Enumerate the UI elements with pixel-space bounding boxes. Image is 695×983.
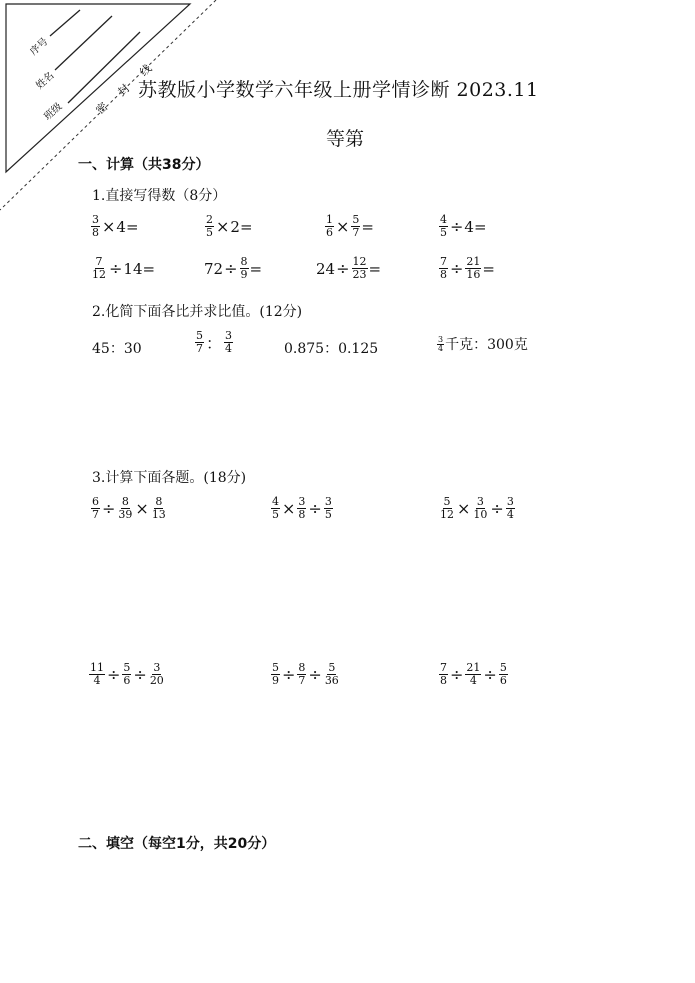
fraction-denominator: 16 <box>466 268 481 281</box>
operator-symbol: × <box>216 217 230 236</box>
fraction-denominator: 6 <box>326 226 333 239</box>
fraction-numerator: 3 <box>324 495 332 508</box>
page-title: 苏教版小学数学六年级上册学情诊断 2023.11 <box>138 79 539 101</box>
fraction <box>271 496 280 521</box>
seal-dashed-cut-line <box>0 0 216 210</box>
q1-item-7 <box>316 256 381 281</box>
fraction-numerator: 3 <box>438 334 444 344</box>
fraction <box>91 214 100 239</box>
fraction-numerator: 5 <box>272 661 279 674</box>
fraction-denominator: 12 <box>440 508 454 521</box>
q1-item-5 <box>90 256 155 281</box>
fraction-numerator: 8 <box>298 661 306 674</box>
fraction-denominator: 10 <box>473 508 488 521</box>
fraction <box>271 662 280 687</box>
serial-answer-line <box>50 10 80 36</box>
expression-text: 4= <box>464 217 487 236</box>
seal-char-mi: 密 <box>93 99 111 117</box>
section-2-heading: 二、填空（每空1分，共20分） <box>78 836 276 852</box>
fraction-denominator: 4 <box>506 508 514 521</box>
expression-text: 24 <box>316 259 336 278</box>
expression-text: = <box>482 259 495 278</box>
fraction-denominator: 8 <box>92 226 99 239</box>
fraction-numerator: 5 <box>123 661 131 674</box>
fraction-denominator: 4 <box>469 674 477 687</box>
fraction <box>122 662 131 687</box>
serial-label: 序号 <box>28 36 51 58</box>
fraction <box>352 256 368 281</box>
fraction-denominator: 8 <box>440 268 447 281</box>
operator-symbol: ÷ <box>308 499 322 518</box>
grade-label: 等第 <box>326 128 365 150</box>
fraction-denominator: 6 <box>499 674 507 687</box>
operator-symbol: × <box>282 499 296 518</box>
fraction-numerator: 5 <box>499 661 507 674</box>
fraction-numerator: 8 <box>155 495 163 508</box>
fraction <box>91 496 100 521</box>
operator-symbol: × <box>457 499 471 518</box>
fraction-numerator: 21 <box>466 255 481 268</box>
fraction <box>325 214 334 239</box>
fraction-numerator: 3 <box>92 213 99 226</box>
fraction-denominator: 36 <box>324 674 339 687</box>
operator-symbol: ÷ <box>336 259 350 278</box>
expression-text: = <box>361 217 374 236</box>
q3-item-2 <box>270 496 334 521</box>
fraction <box>465 256 481 281</box>
fraction-denominator: 5 <box>272 508 279 521</box>
q3-item-4 <box>88 662 166 687</box>
fraction-denominator: 39 <box>118 508 133 521</box>
fraction-numerator: 21 <box>466 661 481 674</box>
fraction-numerator: 3 <box>506 495 514 508</box>
fraction <box>324 496 333 521</box>
fraction-denominator: 7 <box>196 342 203 355</box>
fraction <box>151 496 167 521</box>
q3-item-1 <box>90 496 168 521</box>
expression-text: = <box>368 259 382 278</box>
q2-item-1: 45：30 <box>92 341 142 357</box>
q3-item-5 <box>270 662 341 687</box>
fraction-denominator: 12 <box>92 268 106 281</box>
fraction <box>499 662 508 687</box>
fraction <box>506 496 515 521</box>
q2-item-3: 0.875：0.125 <box>284 341 379 357</box>
fraction-numerator: 7 <box>440 661 447 674</box>
fraction-denominator: 7 <box>352 226 360 239</box>
fraction-denominator: 5 <box>324 508 332 521</box>
q2-title: 2.化简下面各比并求比值。(12分) <box>92 304 303 320</box>
fraction-numerator: 7 <box>440 255 447 268</box>
expression-text: 4= <box>116 217 139 236</box>
operator-symbol: ÷ <box>133 665 147 684</box>
fraction-denominator: 5 <box>440 226 447 239</box>
fraction-denominator: 4 <box>225 342 233 355</box>
operator-symbol: ÷ <box>490 499 504 518</box>
seal-char-xian: 线 <box>137 61 155 79</box>
fraction-denominator: 8 <box>298 508 306 521</box>
q1-item-2 <box>204 214 253 239</box>
fraction-numerator: 5 <box>328 661 336 674</box>
expression-text: = <box>249 259 263 278</box>
fraction-denominator: 7 <box>298 674 306 687</box>
section-1-heading: 一、计算（共38分） <box>78 157 210 173</box>
operator-symbol: × <box>102 217 116 236</box>
q1-item-6 <box>204 256 262 281</box>
fraction-numerator: 5 <box>196 329 203 342</box>
fraction <box>195 330 204 355</box>
fraction-numerator: 4 <box>272 495 279 508</box>
fraction-denominator: 5 <box>206 226 213 239</box>
fraction-denominator: 4 <box>93 674 101 687</box>
fraction-denominator: 8 <box>440 674 447 687</box>
fraction <box>472 496 488 521</box>
fraction <box>437 336 444 353</box>
fraction <box>297 496 306 521</box>
q1-title: 1.直接写得数（8分） <box>92 188 227 204</box>
fraction <box>465 662 481 687</box>
fraction-numerator: 12 <box>352 255 367 268</box>
fraction-denominator: 13 <box>151 508 166 521</box>
fraction-denominator: 6 <box>123 674 131 687</box>
fraction-numerator: 4 <box>440 213 447 226</box>
fraction <box>439 214 448 239</box>
fraction <box>149 662 165 687</box>
fraction-numerator: 3 <box>476 495 484 508</box>
q1-item-3 <box>324 214 374 239</box>
fraction-numerator: 1 <box>326 213 333 226</box>
expression-text: 2= <box>230 217 253 236</box>
fraction-numerator: 6 <box>92 495 99 508</box>
fraction <box>297 662 306 687</box>
fraction <box>439 662 448 687</box>
fraction-denominator: 20 <box>149 674 164 687</box>
fraction-denominator: 7 <box>92 508 99 521</box>
fraction-numerator: 3 <box>225 329 233 342</box>
operator-symbol: ： <box>206 334 223 353</box>
operator-symbol: ÷ <box>107 665 121 684</box>
fraction <box>205 214 214 239</box>
fraction <box>224 330 233 355</box>
fraction-numerator: 8 <box>121 495 129 508</box>
q3-item-6 <box>438 662 509 687</box>
q2-item-4 <box>436 334 528 354</box>
fraction-denominator: 9 <box>240 268 248 281</box>
seal-char-feng: 封 <box>115 81 133 99</box>
operator-symbol: ÷ <box>224 259 238 278</box>
operator-symbol: ÷ <box>308 665 322 684</box>
fraction-numerator: 5 <box>352 213 360 226</box>
fraction-denominator: 4 <box>438 343 444 353</box>
operator-symbol: ÷ <box>450 217 464 236</box>
fraction <box>324 662 340 687</box>
fraction <box>89 662 105 687</box>
fraction-numerator: 3 <box>153 661 161 674</box>
q3-title: 3.计算下面各题。(18分) <box>92 470 247 486</box>
operator-symbol: × <box>135 499 149 518</box>
fraction <box>351 214 360 239</box>
operator-symbol: ÷ <box>102 499 116 518</box>
q1-item-4 <box>438 214 487 239</box>
name-label: 姓名 <box>34 70 57 92</box>
expression-text: 14= <box>123 259 156 278</box>
fraction-numerator: 5 <box>443 495 451 508</box>
fraction <box>439 256 448 281</box>
fraction-numerator: 7 <box>95 255 103 268</box>
q1-item-1 <box>90 214 139 239</box>
seal-corner <box>0 0 220 215</box>
operator-symbol: ÷ <box>483 665 497 684</box>
fraction <box>439 496 455 521</box>
fraction-numerator: 11 <box>90 661 104 674</box>
q1-item-8 <box>438 256 495 281</box>
fraction-denominator: 23 <box>352 268 367 281</box>
fraction <box>240 256 249 281</box>
expression-text: 72 <box>204 259 224 278</box>
q3-item-3 <box>438 496 516 521</box>
class-label: 班级 <box>42 101 65 123</box>
operator-symbol: ÷ <box>450 259 464 278</box>
operator-symbol: ÷ <box>450 665 464 684</box>
operator-symbol: ÷ <box>282 665 296 684</box>
expression-text: 千克：300克 <box>445 337 528 353</box>
fraction <box>117 496 133 521</box>
operator-symbol: × <box>336 217 350 236</box>
q2-item-2 <box>194 330 234 355</box>
fraction <box>91 256 107 281</box>
fraction-numerator: 2 <box>206 213 213 226</box>
fraction-numerator: 8 <box>240 255 248 268</box>
fraction-denominator: 9 <box>272 674 279 687</box>
operator-symbol: ÷ <box>109 259 123 278</box>
fraction-numerator: 3 <box>298 495 306 508</box>
